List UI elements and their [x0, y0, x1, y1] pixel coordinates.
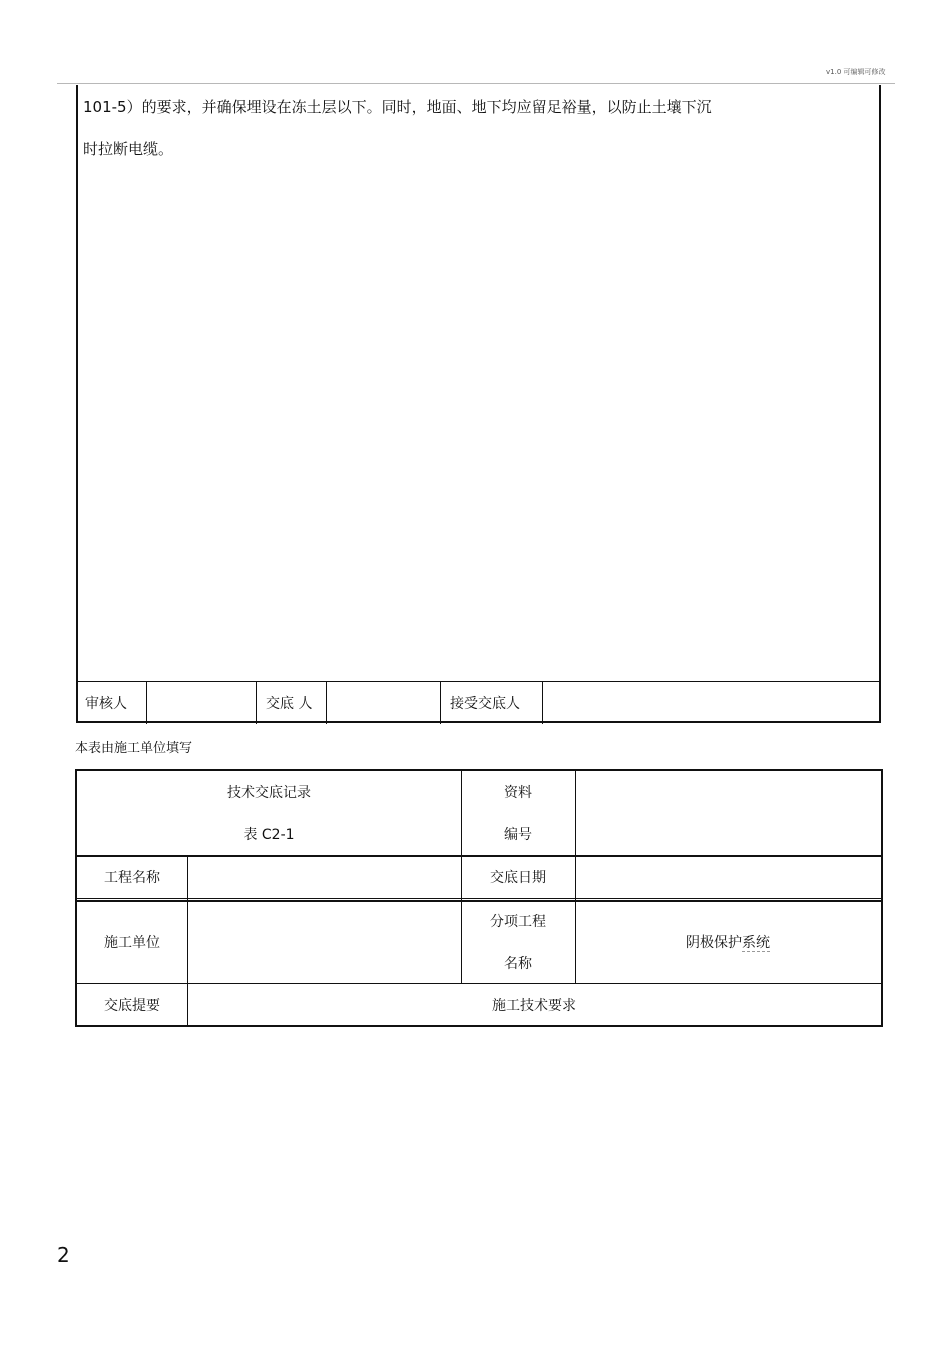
content-line-2: 时拉断电缆。: [83, 140, 174, 158]
form-title: 技术交底记录: [227, 785, 311, 801]
project-name-field[interactable]: [187, 856, 461, 898]
document-version-header: v1.0 可编辑可修改: [826, 68, 886, 76]
doc-number-label-line1: 资料: [504, 785, 532, 801]
signature-row: [76, 681, 881, 724]
subproject-name-tail: 系统: [742, 935, 770, 951]
disclosure-date-label: 交底日期: [490, 870, 546, 886]
disclosure-content-frame: [76, 85, 881, 723]
subproject-label-line1: 分项工程: [490, 914, 546, 930]
form-fill-note: 本表由施工单位填写: [75, 741, 193, 756]
project-name-label: 工程名称: [104, 870, 160, 886]
form-title-cell: [77, 771, 461, 855]
construction-unit-field[interactable]: [187, 901, 461, 983]
summary-value: 施工技术要求: [492, 997, 576, 1014]
doc-number-field[interactable]: [575, 771, 881, 855]
content-line-1: 101-5）的要求，并确保埋设在冻土层以下。同时，地面、地下均应留足裕量，以防止土壤下沉: [83, 98, 712, 116]
subproject-label-line2: 名称: [504, 956, 532, 972]
disclosure-content: [83, 86, 843, 170]
receiver-field[interactable]: [543, 682, 881, 724]
summary-label: 交底提要: [104, 997, 160, 1014]
disclosure-date-field[interactable]: [575, 856, 881, 898]
subproject-name-field[interactable]: [575, 901, 881, 983]
presenter-label: 交底 人: [257, 682, 327, 724]
doc-number-label-cell: [461, 771, 575, 855]
reviewer-field[interactable]: [147, 682, 257, 724]
page-number: 2: [57, 1243, 70, 1267]
subproject-name-value: [686, 932, 770, 952]
doc-number-label-line2: 编号: [504, 827, 532, 843]
subproject-label-cell: [461, 901, 575, 983]
construction-unit-label: 施工单位: [104, 935, 160, 951]
disclosure-record-form: [75, 769, 883, 1027]
subproject-name-main: 阴极保护: [686, 935, 742, 951]
receiver-label: 接受交底人: [441, 682, 543, 724]
presenter-field[interactable]: [327, 682, 441, 724]
header-divider: [57, 83, 895, 84]
reviewer-label: 审核人: [76, 682, 147, 724]
row-divider: [77, 898, 881, 899]
form-code: 表 C2-1: [243, 827, 295, 843]
